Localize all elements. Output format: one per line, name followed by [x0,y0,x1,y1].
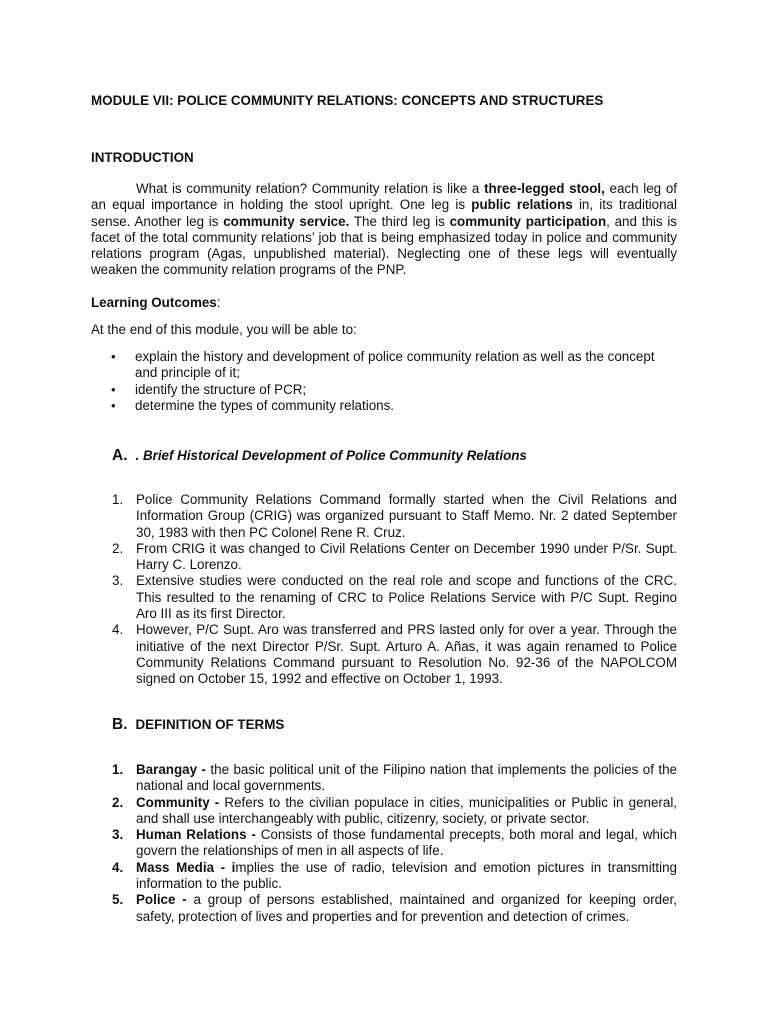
list-item-text: From CRIG it was changed to Civil Relations Center on December 1990 under P/Sr. Supt. Harry C. Lorenzo. [136,540,677,573]
definition-text: Consists of those fundamental precepts, both moral and legal, which govern the relationships of men in all aspects of life. [136,827,678,859]
introduction-paragraph [91,181,677,279]
bullet-icon: • [111,349,116,364]
list-item-text: identify the structure of PCR; [135,381,307,397]
definition-term: Barangay - [136,762,206,777]
list-item [112,795,677,828]
section-b-letter: B. [112,716,128,733]
bullet-icon: • [111,397,116,413]
list-number: 1. [112,492,124,507]
list-item [112,762,677,795]
definitions-list [112,762,677,925]
definition-term: Human Relations - [136,827,256,843]
emphasis-term: public relations [471,197,573,213]
definition-text: mplies the use of radio, television and emotion pictures in transmitting information to the public. [136,859,677,892]
list-number: 2. [112,540,124,556]
definition-term: Community - [136,794,220,810]
list-item-text: Police Community Relations Command formally started when the Civil Relations and Information Group (CRIG) was organized pursuant to Staff Memo. Nr. 2 dated September 30, 1983 with then PC Colonel Rene R. Cruz. [136,492,677,540]
list-item [112,492,677,541]
list-item [112,860,677,893]
definition-text: a group of persons established, maintained and organized for keeping order, safety, protection of lives and properties and for prevention and detection of crimes. [136,892,677,924]
section-a-letter: A. [112,447,128,464]
list-item [112,573,677,622]
section-b-heading [112,717,284,733]
list-item [112,622,677,687]
paragraph-text: each leg of an equal importance in holding the stool upright. One leg is [91,181,677,213]
history-list [112,492,677,688]
learning-outcomes-colon: : [216,295,221,310]
learning-outcomes-heading [91,295,220,311]
list-item [91,382,677,398]
learning-outcomes-lead: At the end of this module, you will be able to: [91,322,357,337]
list-item [112,541,677,574]
list-item-text: However, P/C Supt. Aro was transferred and PRS lasted only for over a year. Through the initiative of the next Director P/Sr. Supt. Arturo A. Añas, it was again renamed to Police Community Relations Command pursuant to Resolution No. 92-36 of the NAPOLCOM signed on October 15, 1992 and effective on October 1, 1993. [136,622,677,687]
emphasis-term: three-legged stool, [484,181,605,196]
bullet-icon: • [111,381,116,397]
list-number: 3. [112,827,124,843]
list-item [112,827,677,860]
list-item [91,398,677,414]
section-a-heading [112,448,527,464]
paragraph-text: in, its traditional sense. Another leg is [91,197,677,229]
list-number: 4. [112,859,124,875]
emphasis-term: community participation [449,213,607,229]
list-item-text: determine the types of community relations. [135,397,395,413]
paragraph-text: The third leg is [349,213,450,229]
learning-outcomes-list [91,349,677,414]
list-item [91,349,677,382]
module-title: MODULE VII: POLICE COMMUNITY RELATIONS: CONCEPTS AND STRUCTURES [91,93,604,108]
emphasis-term: community service. [223,213,350,229]
definition-text: the basic political unit of the Filipino nation that implements the policies of the national and local governments. [136,762,677,794]
list-number: 2. [112,794,124,810]
paragraph-text: , and this is facet of the total community relations’ job that is being emphasized today in police and community relations program (Agas, unpublished material). Neglecting one of these legs will eventually weaken the community relation programs of the PNP. [91,213,677,278]
list-item-text: explain the history and development of police community relation as well as the concept and principle of it; [135,349,655,381]
section-b-title: DEFINITION OF TERMS [135,717,285,732]
list-number: 1. [112,762,124,777]
definition-text: Refers to the civilian populace in cities, municipalities or Public in general, and shall use interchangeably with public, citizenry, society, or private sector. [136,794,678,826]
list-number: 3. [112,573,124,589]
list-item [112,892,677,925]
list-number: 4. [112,622,124,638]
definition-term: Mass Media - i [136,859,236,875]
introduction-heading: INTRODUCTION [91,150,194,165]
definition-term: Police - [136,892,187,908]
learning-outcomes-label: Learning Outcomes [91,295,217,310]
paragraph-text: What is community relation? Community relation is like a [136,181,485,196]
list-item-text: Extensive studies were conducted on the real role and scope and functions of the CRC. This resulted to the renaming of CRC to Police Relations Service with P/C Supt. Regino Aro III as its first Director. [136,573,677,622]
section-a-title: . Brief Historical Development of Police Community Relations [135,448,527,463]
list-number: 5. [112,892,124,908]
